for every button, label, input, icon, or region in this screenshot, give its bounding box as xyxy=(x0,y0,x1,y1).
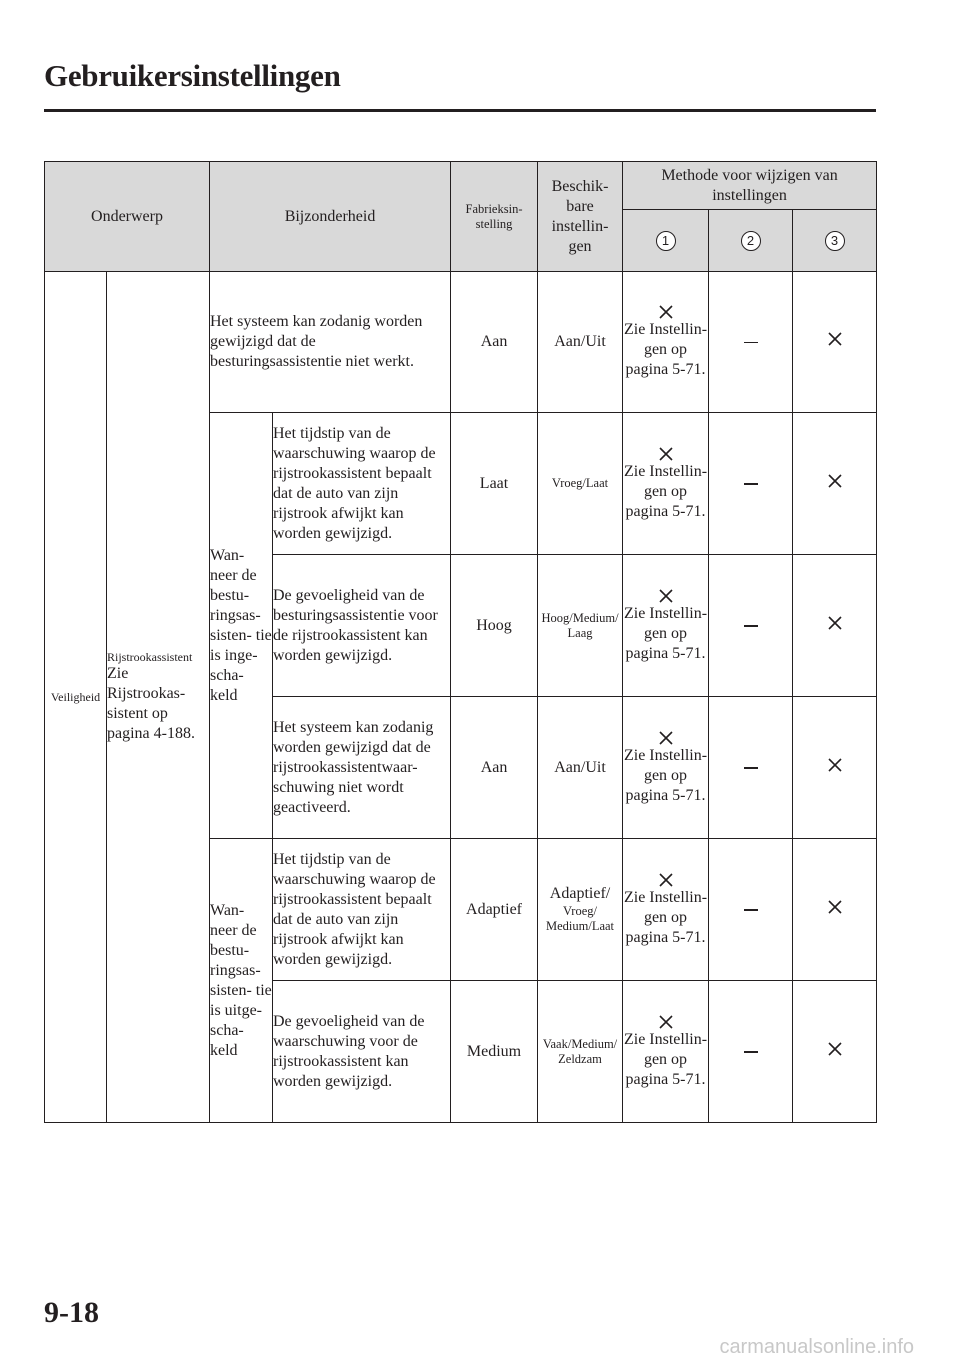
cross-icon xyxy=(827,615,843,631)
table-row xyxy=(45,272,877,413)
watermark: carmanualsonline.info xyxy=(719,1336,914,1358)
method-ref: Zie Instellin- gen op pagina 5-71. xyxy=(623,321,708,378)
available-cell: Aan/Uit xyxy=(538,272,623,413)
available-cell xyxy=(538,839,623,981)
cross-icon xyxy=(658,446,674,462)
available-cell: Vaak/Medium/ Zeldzam xyxy=(538,981,623,1123)
dash-icon xyxy=(744,1051,758,1053)
cross-icon xyxy=(827,1041,843,1057)
header-detail: Bijzonderheid xyxy=(210,162,451,272)
method-2-cell xyxy=(709,981,793,1123)
method-ref: Zie Instellin- gen op pagina 5-71. xyxy=(623,1030,708,1088)
cross-icon xyxy=(658,304,674,320)
settings-table xyxy=(44,161,877,1123)
factory-cell: Aan xyxy=(451,697,538,839)
detail-cell: Het tijdstip van de waarschuwing waarop de rijstrookassistent bepaalt dat de auto van zijn rijstrook afwijkt kan worden gewijzigd. xyxy=(273,839,451,981)
header-method-1 xyxy=(623,210,709,272)
cross-icon xyxy=(658,872,674,888)
factory-cell: Hoog xyxy=(451,555,538,697)
method-3-cell xyxy=(793,413,877,555)
detail-cell: Het systeem kan zodanig worden gewijzigd dat de rijstrookassistentwaar- schuwing niet wordt geactiveerd. xyxy=(273,697,451,839)
method-1-cell xyxy=(623,272,709,413)
header-method-2 xyxy=(709,210,793,272)
method-3-cell xyxy=(793,839,877,981)
method-1-cell xyxy=(623,555,709,697)
header-subject: Onderwerp xyxy=(45,162,210,272)
dash-icon xyxy=(744,342,758,344)
title-rule xyxy=(44,109,876,112)
category-label: Veiligheid xyxy=(50,690,101,704)
feature-ref: Zie Rijstrookas- sistent op pagina 4-188. xyxy=(107,665,195,742)
feature-name: Rijstrookassistent xyxy=(107,650,193,664)
cross-icon xyxy=(827,331,843,347)
cross-icon xyxy=(827,757,843,773)
detail-cell: Het tijdstip van de waarschuwing waarop de rijstrookassistent bepaalt dat de auto van zijn rijstrook afwijkt kan worden gewijzigd. xyxy=(273,413,451,555)
factory-cell: Aan xyxy=(451,272,538,413)
circled-number-3-icon: 3 xyxy=(825,231,845,251)
method-1-cell xyxy=(623,839,709,981)
method-1-cell xyxy=(623,697,709,839)
method-3-cell xyxy=(793,555,877,697)
header-factory: Fabrieksin- stelling xyxy=(451,162,538,272)
method-1-cell xyxy=(623,413,709,555)
header-method-3 xyxy=(793,210,877,272)
method-ref: Zie Instellin- gen op pagina 5-71. xyxy=(623,888,708,946)
method-1-cell xyxy=(623,981,709,1123)
method-2-cell xyxy=(709,413,793,555)
detail-cell: De gevoeligheid van de waarschuwing voor de rijstrookassistent kan worden gewijzigd. xyxy=(273,981,451,1123)
method-3-cell xyxy=(793,981,877,1123)
available-rest: Vroeg/ Medium/Laat xyxy=(545,903,615,933)
method-2-cell xyxy=(709,272,793,413)
method-2-cell xyxy=(709,555,793,697)
factory-cell: Adaptief xyxy=(451,839,538,981)
dash-icon xyxy=(744,625,758,627)
page-number: 9-18 xyxy=(44,1296,99,1329)
factory-cell: Laat xyxy=(451,413,538,555)
dash-icon xyxy=(744,767,758,769)
factory-cell: Medium xyxy=(451,981,538,1123)
cross-icon xyxy=(658,730,674,746)
method-3-cell xyxy=(793,272,877,413)
mode-installed-cell: Wan- neer de bestu- ringsas- sisten- tie is inge- scha- keld xyxy=(210,413,273,839)
dash-icon xyxy=(744,483,758,485)
header-available: Beschik- bare instellin- gen xyxy=(538,162,623,272)
detail-cell: De gevoeligheid van de besturingsassistentie voor de rijstrookassistent kan worden gewijzigd. xyxy=(273,555,451,697)
header-method: Methode voor wijzigen van instellingen xyxy=(623,162,877,210)
method-ref: Zie Instellin- gen op pagina 5-71. xyxy=(623,746,708,804)
detail-cell: Het systeem kan zodanig worden gewijzigd dat de besturingsassistentie niet werkt. xyxy=(210,272,451,413)
available-cell: Vroeg/Laat xyxy=(538,413,623,555)
circled-number-2-icon: 2 xyxy=(741,231,761,251)
header-row-1 xyxy=(45,162,877,210)
method-2-cell xyxy=(709,697,793,839)
available-cell: Hoog/Medium/ Laag xyxy=(538,555,623,697)
page-title: Gebruikersinstellingen xyxy=(44,58,341,93)
method-2-cell xyxy=(709,839,793,981)
circled-number-1-icon: 1 xyxy=(656,231,676,251)
method-ref: Zie Instellin- gen op pagina 5-71. xyxy=(623,462,708,520)
cross-icon xyxy=(658,588,674,604)
available-main: Adaptief/ xyxy=(549,884,611,902)
dash-icon xyxy=(744,909,758,911)
mode-removed-cell: Wan- neer de bestu- ringsas- sisten- tie is uitge- scha- keld xyxy=(210,839,273,1123)
cross-icon xyxy=(658,1014,674,1030)
cross-icon xyxy=(827,473,843,489)
available-cell: Aan/Uit xyxy=(538,697,623,839)
cross-icon xyxy=(827,899,843,915)
method-ref: Zie Instellin- gen op pagina 5-71. xyxy=(623,604,708,662)
feature-cell xyxy=(107,272,210,1123)
method-3-cell xyxy=(793,697,877,839)
category-cell xyxy=(45,272,107,1123)
